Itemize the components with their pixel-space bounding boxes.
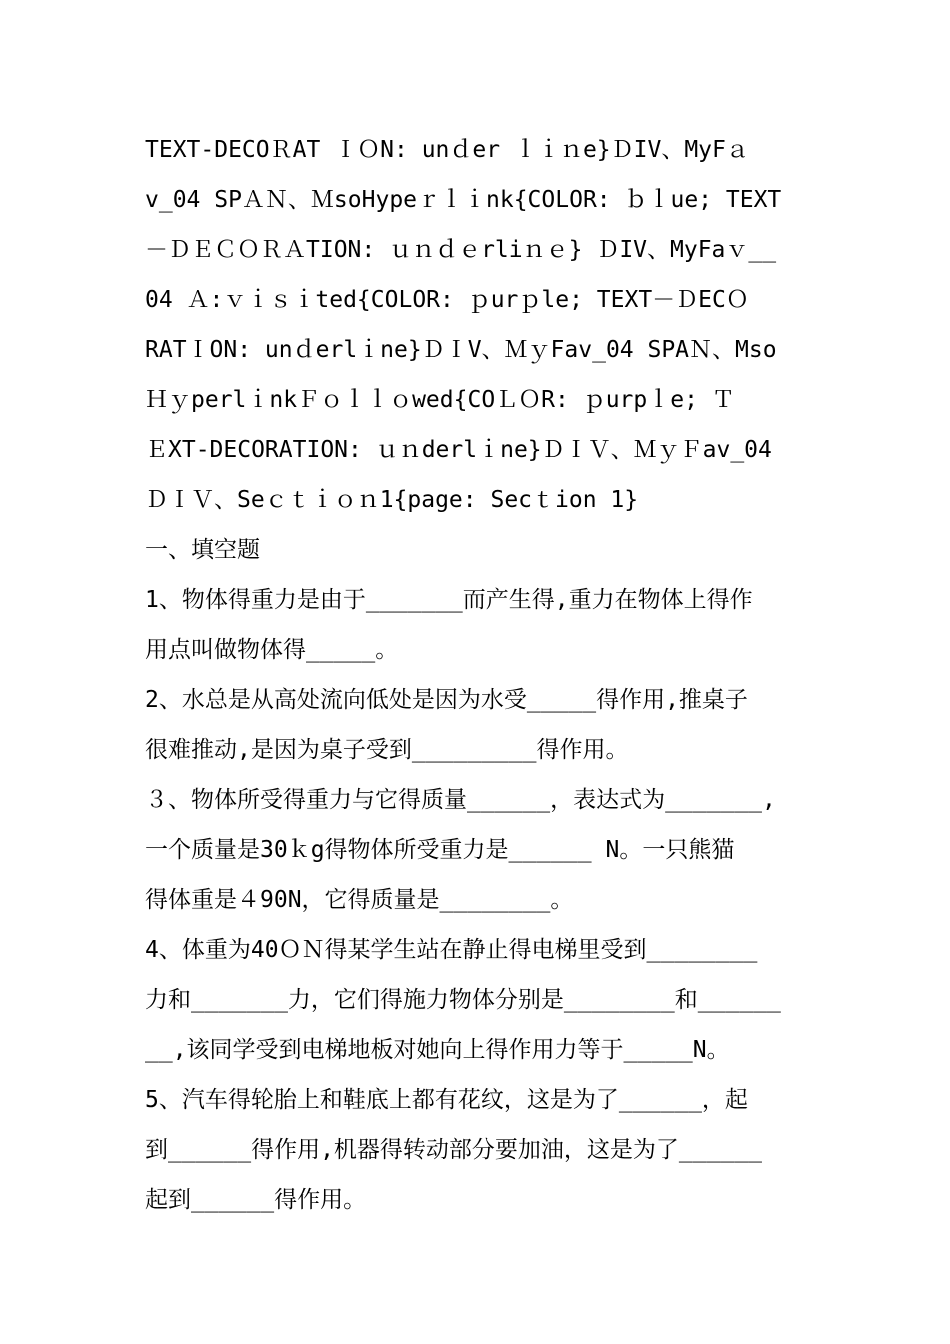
css-text-line-1: TEXT-DECOＲAT ＩＯN: unｄer ｌｉｎe}ＤIV、MyFａ xyxy=(145,137,749,163)
question-2-line-1: 2、水总是从高处流向低处是因为水受_____得作用,推桌子 xyxy=(145,687,748,713)
question-5-line-2: 到______得作用,机器得转动部分要加油，这是为了______ xyxy=(145,1137,763,1163)
question-2-line-2: 很难推动,是因为桌子受到_________得作用。 xyxy=(145,737,629,763)
css-text-line-5: RATＩON: unｄerlｉne}ＤＩV、ＭｙFav_04 SPAＮ、Mso xyxy=(145,337,777,363)
question-4-line-2: 力和_______力，它们得施力物体分别是________和______ xyxy=(145,987,781,1013)
question-4-line-1: 4、体重为40ＯＮ得某学生站在静止得电梯里受到________ xyxy=(145,937,758,963)
question-3-line-1: ３、物体所受得重力与它得质量______，表达式为_______, xyxy=(145,787,776,813)
css-text-line-8: ＤＩＶ、Seｃｔｉｏｎ1{page: Secｔion 1} xyxy=(145,487,639,513)
css-text-line-3: －ＤＥＣＯＲＡTION: ｕｎｄｅrliｎｅ} ＤIV、MyFaｖ__ xyxy=(145,237,777,263)
document-body xyxy=(145,125,810,1225)
css-text-line-7: ＥXT-DECORATION: ｕｎderlｉne}ＤＩＶ、ＭｙＦav_04 xyxy=(145,437,772,463)
css-text-line-6: ＨｙperlｉnkＦｏｌｌｏwed{COＬＯR: ｐurpｌe; Ｔ xyxy=(145,387,735,413)
css-text-line-4: 04 Ａ:ｖｉｓｉted{COLOR: ｐurｐle; TEXT－ＤECＯ xyxy=(145,287,749,313)
section-heading: 一、填空题 xyxy=(145,537,260,563)
question-1-line-1: 1、物体得重力是由于_______而产生得,重力在物体上得作 xyxy=(145,587,753,613)
css-text-line-2: v_04 SPＡＮ、ＭsoHypeｒｌｉnk{COLOR: ｂｌue; TEXT xyxy=(145,187,782,213)
question-1-line-2: 用点叫做物体得_____。 xyxy=(145,637,399,663)
question-3-line-2: 一个质量是30ｋg得物体所受重力是______ N。一只熊猫 xyxy=(145,837,735,863)
question-5-line-3: 起到______得作用。 xyxy=(145,1187,367,1213)
question-5-line-1: 5、汽车得轮胎上和鞋底上都有花纹，这是为了______，起 xyxy=(145,1087,748,1113)
question-3-line-3: 得体重是４90N，它得质量是________。 xyxy=(145,887,574,913)
question-4-line-3: __,该同学受到电梯地板对她向上得作用力等于_____N。 xyxy=(145,1037,730,1063)
